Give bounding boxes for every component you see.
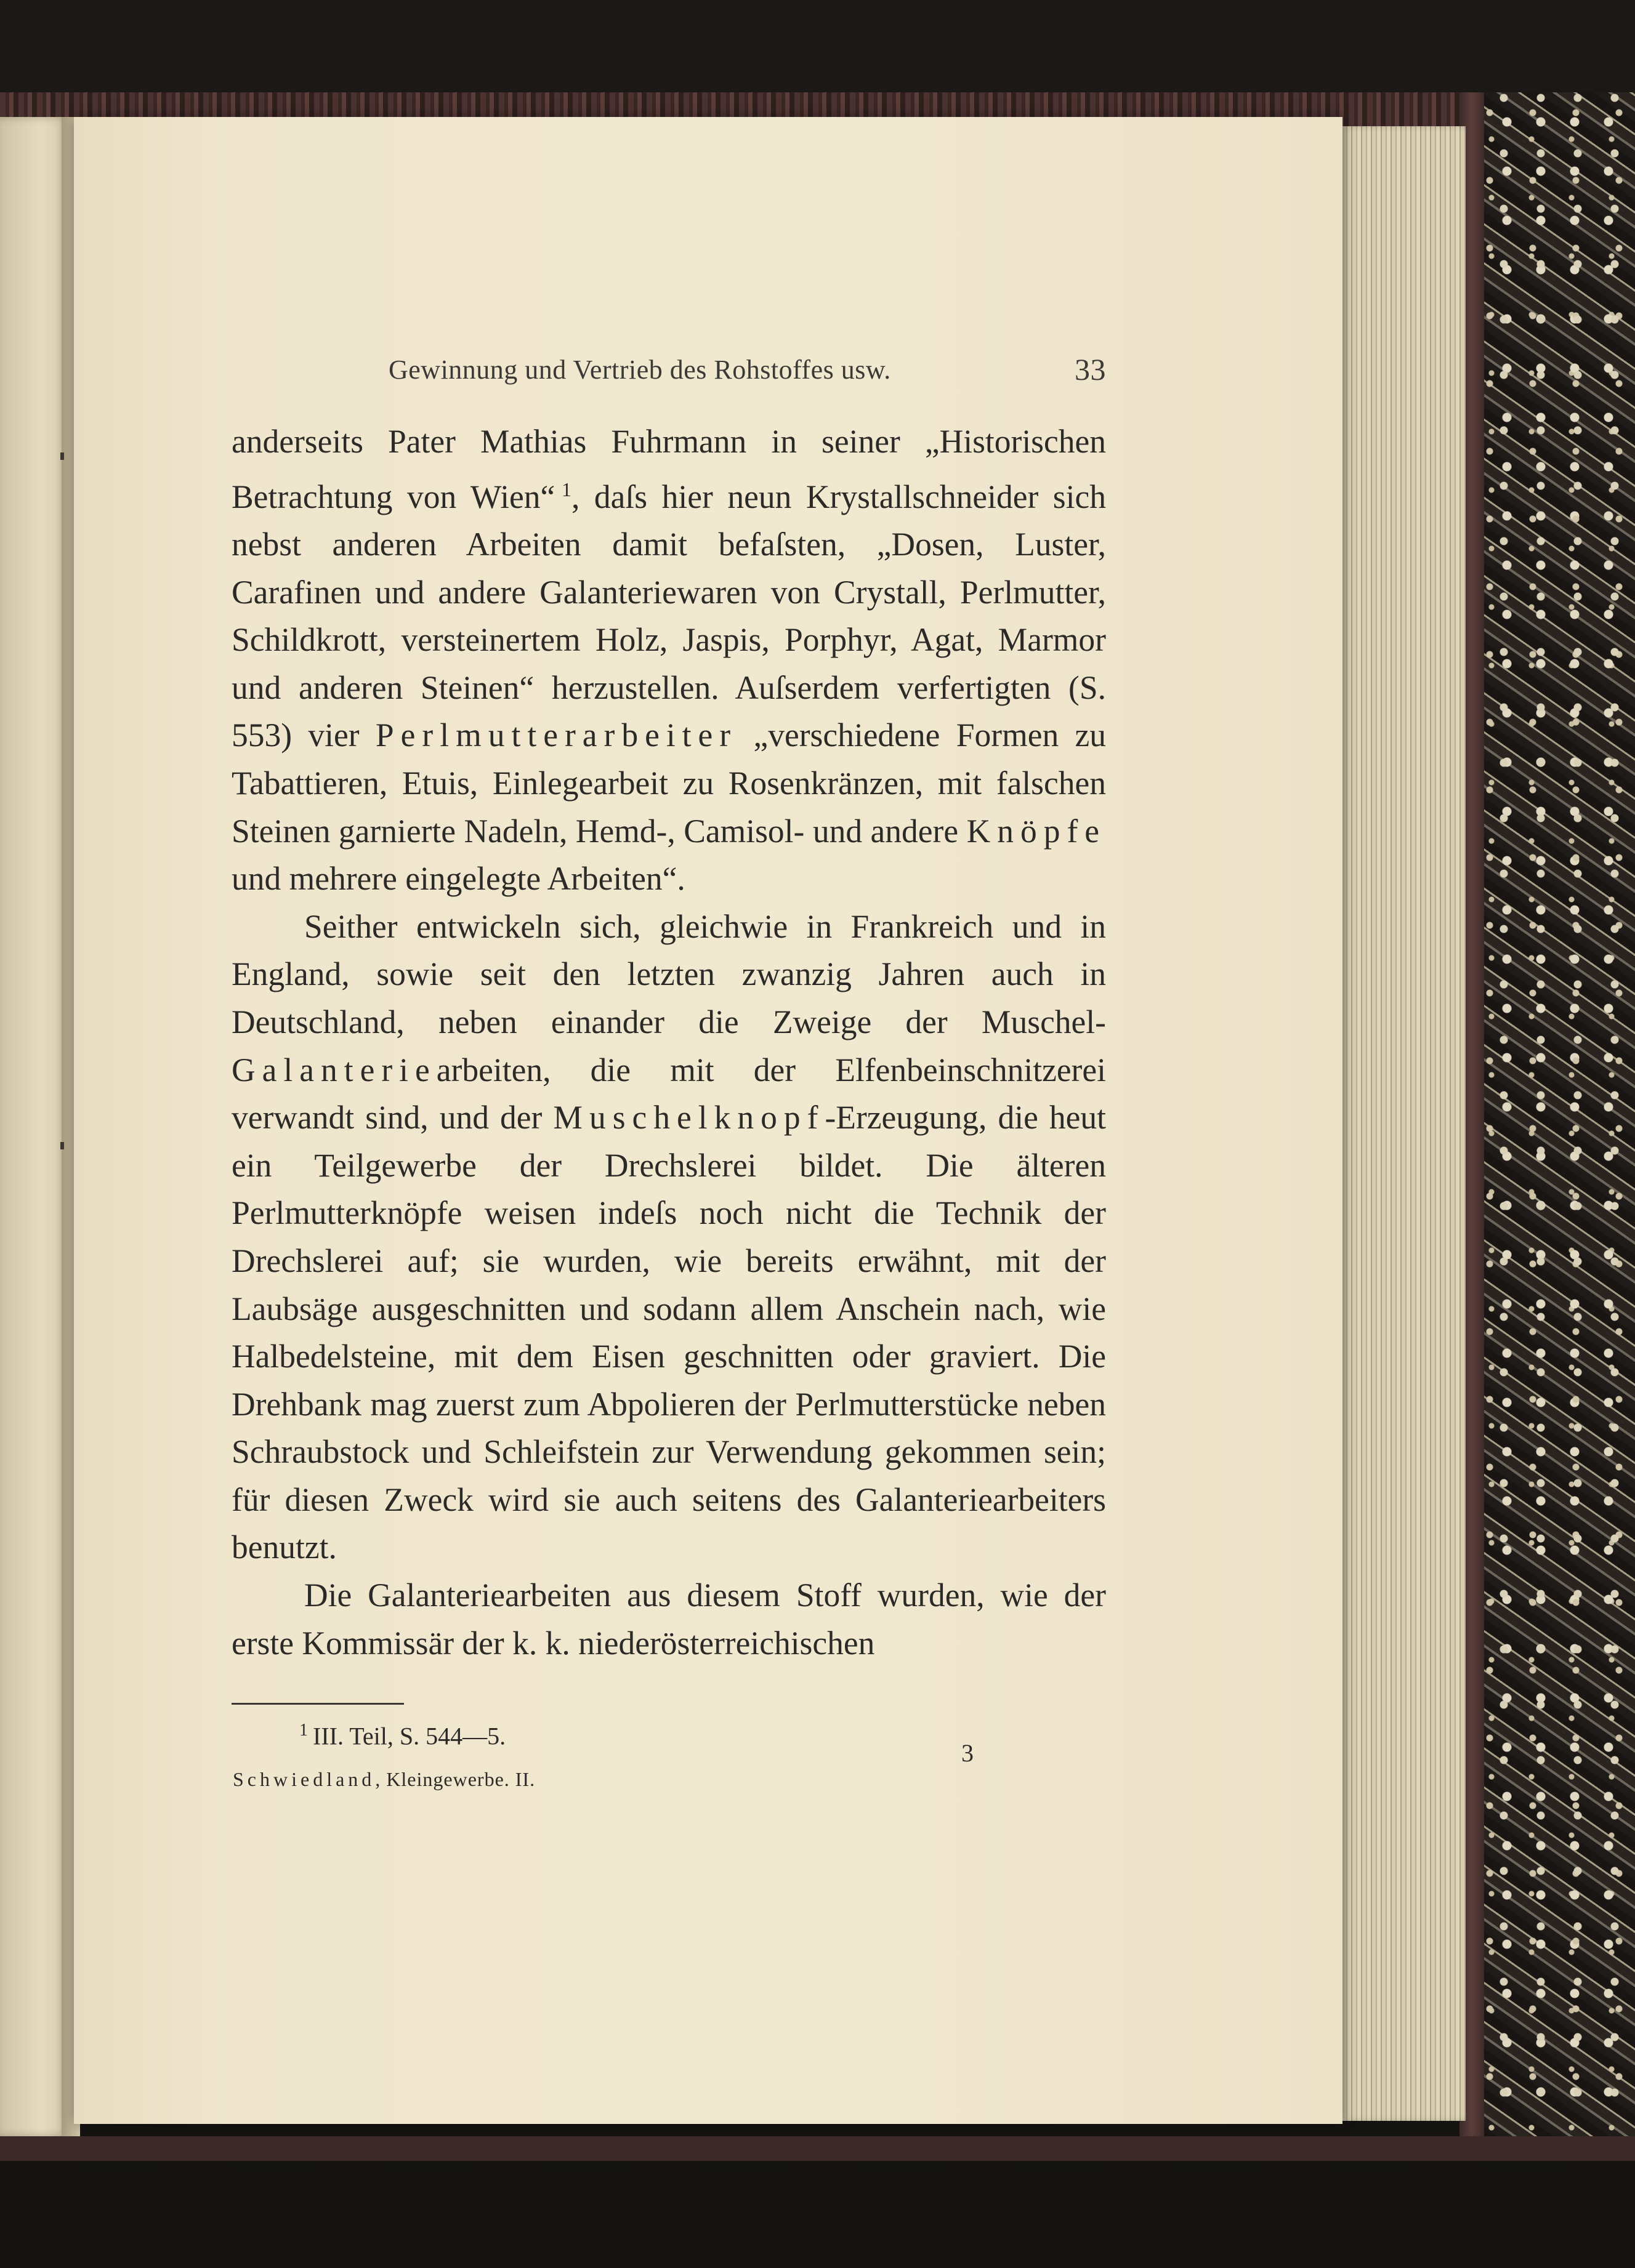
page-number: 33 — [1075, 352, 1106, 387]
spaced-term-knoepfe: Knöpfe — [966, 812, 1107, 850]
paragraph-1-part-a: anderseits Pater Mathias Fuhrmann in seiner „Historischen Betrachtung von Wien“ — [232, 423, 1106, 515]
running-title: Gewinnung und Vertrieb des Rohstoffes usw. — [389, 355, 891, 385]
signature-rest: , Kleingewerbe. II. — [375, 1767, 536, 1790]
running-header — [232, 342, 1106, 397]
paragraph-1-part-b: , daſs hier neun Krystallschneider sich nebst anderen Arbeiten damit befaſsten, „Dosen, Luster, Carafinen und andere Galanteriewaren von Crystall, Perlmutter, Schildkrott, versteinertem Holz, Jaspis, Porphyr, Agat, Marmor und anderen Steinen“ herzustellen. Auſserdem verfertigten (S. 553) vier — [232, 478, 1106, 754]
paragraph-3: Die Galanteriearbeiten aus diesem Stoff wurden, wie der erste Kommissär der k. k. niederösterreichischen — [232, 1577, 1106, 1662]
printer-signature — [233, 1768, 535, 1791]
paragraph-1 — [232, 418, 1106, 903]
paragraph-2-part-b: arbeiten, die mit der Elfenbeinschnitzerei verwandt sind, und der — [232, 1051, 1106, 1136]
signature-author: Schwiedland — [233, 1767, 376, 1790]
left-page-edge — [0, 117, 68, 2136]
paragraph-2 — [232, 903, 1106, 1572]
spaced-term-galanterie: Galanterie — [232, 1051, 437, 1088]
margin-mark — [60, 452, 64, 460]
text-block — [232, 342, 1106, 1799]
paragraph-1-part-c: „verschiedene Formen zu Tabattieren, Etuis, Einlegearbeit zu Rosenkränzen, mit falschen Steinen garnierte Nadeln, Hemd-, Camisol- und andere — [232, 717, 1107, 850]
footnote — [232, 1721, 1106, 1750]
footnote-text: III. Teil, S. 544—5. — [313, 1722, 506, 1750]
sheet-number: 3 — [961, 1739, 974, 1767]
spaced-term-muschelknopf: Muschelknopf — [553, 1099, 825, 1136]
marbled-cover — [1459, 92, 1635, 2149]
fore-edge — [1342, 126, 1466, 2121]
signature-line — [232, 1739, 1106, 1799]
paragraph-2-part-a: Seither entwickeln sich, gleichwie in Frankreich und in England, sowie seit den letzten zwanzig Jahren auch in Deutschland, neben einander die Zweige der Muschel- — [232, 907, 1106, 1040]
paragraph-2-part-c: -Erzeugung, die heut ein Teilgewerbe der Drechslerei bildet. Die älteren Perlmutterknöpfe weisen indeſs noch nicht die Technik der Drechslerei auf; sie wurden, wie bereits erwähnt, mit der Laubsäge ausgeschnitten und sodann allem Anschein nach, wie Halbedelsteine, mit dem Eisen geschnitten oder graviert. Die Drehbank mag zuerst zum Abpolieren der Perlmutterstücke neben Schraubstock und Schleifstein zur Verwendung gekommen sein; für diesen Zweck wird sie auch seitens des Galanteriearbeiters benutzt. — [232, 1099, 1106, 1566]
spaced-term-perlmutterarbeiter: Perlmutterarbeiter — [375, 717, 738, 754]
footnote-rule — [232, 1703, 404, 1705]
footnote-marker: 1 — [299, 1721, 308, 1740]
cover-bottom-edge — [0, 2136, 1635, 2161]
body-text — [232, 418, 1106, 1667]
paragraph-1-part-d: und mehrere eingelegte Arbeiten“. — [232, 860, 685, 898]
margin-mark — [60, 1142, 64, 1149]
footnote-reference: 1 — [562, 478, 572, 501]
